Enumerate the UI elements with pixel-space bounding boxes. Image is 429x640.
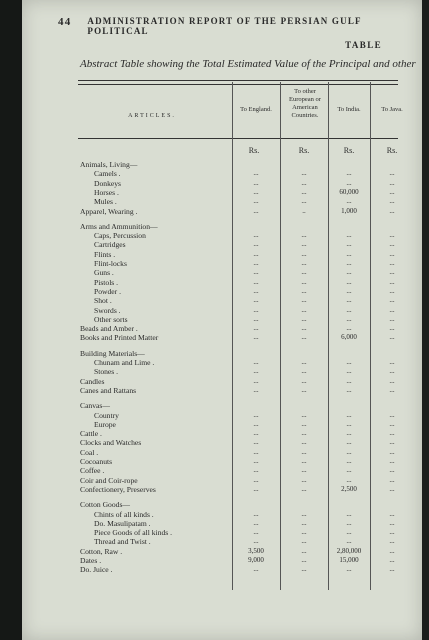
table-cell: ... — [346, 518, 352, 527]
table-cell: ... — [346, 314, 352, 323]
table-cell: ... — [389, 305, 395, 314]
table-cell: ... — [301, 546, 307, 555]
table-cell: ... — [253, 438, 259, 447]
table-cell: ... — [253, 314, 259, 323]
unit-label: Rs. — [343, 146, 355, 155]
table-cell: ... — [389, 240, 395, 249]
table-cell: ... — [389, 537, 395, 546]
row-label: Books and Printed Matter — [80, 333, 159, 343]
table-cell: ... — [346, 537, 352, 546]
table-cell: ... — [253, 206, 259, 215]
table-cell: ... — [346, 277, 352, 286]
table-cell: ... — [253, 429, 259, 438]
table-cell: ... — [346, 385, 352, 394]
table-cell: ... — [301, 457, 307, 465]
table-cell: ... — [301, 556, 307, 564]
table-cell: ... — [301, 333, 307, 342]
table-cell: ... — [301, 385, 307, 394]
table-cell: ... — [346, 447, 352, 456]
table-cell: ... — [346, 410, 352, 419]
table-cell: ... — [389, 447, 395, 456]
table-cell: ... — [389, 277, 395, 286]
table-subtitle: Abstract Table showing the Total Estimated Value of the Principal and other — [80, 58, 416, 70]
table-cell: ... — [346, 528, 352, 537]
row-label: Cocoanuts — [80, 457, 113, 466]
row-label: Confectionery, Preserves — [80, 484, 156, 494]
table-cell: ... — [389, 565, 395, 574]
row-label: Chunam and Lime . — [94, 358, 155, 367]
table-cell: ... — [346, 358, 352, 366]
table-cell: 15,000 — [339, 556, 359, 564]
table-cell: ... — [253, 475, 259, 484]
table-cell: ... — [389, 206, 395, 215]
row-label: Europe — [94, 419, 116, 429]
table-cell: ... — [389, 385, 395, 394]
table-cell: ... — [253, 528, 259, 537]
row-label: Piece Goods of all kinds . — [94, 528, 173, 538]
table-cell: ... — [389, 296, 395, 305]
table-cell: ... — [301, 305, 307, 314]
table-cell: 9,000 — [248, 556, 264, 564]
column-header-java: To Java. — [381, 106, 403, 113]
column-header-articles: ARTICLES. — [128, 113, 176, 119]
table-cell: ... — [346, 509, 352, 518]
table-cell: .. — [302, 206, 306, 215]
table-cell: 1,000 — [341, 206, 357, 215]
table-cell: ... — [301, 376, 307, 385]
table-cell: ... — [346, 240, 352, 249]
table-cell: ... — [301, 178, 307, 187]
book-gutter — [0, 0, 22, 640]
table-cell: ... — [301, 314, 307, 323]
row-label: Flint-locks — [94, 259, 127, 268]
table-cell: ... — [389, 187, 395, 196]
table-cell: ... — [301, 475, 307, 484]
column-header-england: To England. — [240, 106, 272, 113]
table-cell: ... — [253, 296, 259, 305]
table-cell: ... — [389, 546, 395, 555]
table-cell: ... — [389, 324, 395, 333]
table-cell: ... — [346, 178, 352, 187]
table-cell: ... — [301, 419, 307, 428]
table-cell: ... — [301, 197, 307, 206]
table-cell: ... — [301, 367, 307, 376]
table-cell: ... — [253, 286, 259, 295]
table-cell: ... — [253, 187, 259, 196]
table-cell: ... — [253, 169, 259, 178]
table-cell: ... — [253, 484, 259, 493]
table-cell: ... — [253, 305, 259, 314]
row-label: Coir and Coir-rope — [80, 475, 138, 485]
table-cell: ... — [253, 518, 259, 527]
table-cell: ... — [389, 419, 395, 428]
row-label: Coal . — [80, 447, 99, 457]
table-cell: ... — [301, 277, 307, 286]
table-cell: ... — [253, 231, 259, 240]
table-cell: ... — [346, 475, 352, 484]
row-label: Canvas— — [80, 401, 110, 411]
table-cell: ... — [301, 187, 307, 196]
table-cell: ... — [301, 169, 307, 178]
table-cell: ... — [253, 358, 259, 366]
table-cell: ... — [389, 429, 395, 438]
table-label: TABLE — [345, 40, 382, 50]
row-label: Thread and Twist . — [94, 537, 151, 547]
table-cell: ... — [389, 528, 395, 537]
table-cell: ... — [346, 197, 352, 206]
table-cell: 2,80,000 — [336, 546, 362, 555]
table-cell: ... — [389, 197, 395, 206]
table-cell: ... — [301, 324, 307, 333]
row-label: Apparel, Wearing . — [80, 206, 138, 216]
table-cell: ... — [389, 509, 395, 518]
table-cell: ... — [253, 240, 259, 249]
row-label: Guns . — [94, 268, 114, 278]
table-cell: ... — [389, 457, 395, 465]
table-cell: ... — [253, 367, 259, 376]
table-cell: ... — [389, 268, 395, 277]
header-rule — [78, 138, 398, 139]
table-cell: ... — [301, 358, 307, 366]
table-cell: ... — [301, 518, 307, 527]
table-cell: ... — [301, 447, 307, 456]
row-label: Swords . — [94, 305, 121, 315]
table-cell: ... — [301, 296, 307, 305]
table-cell: ... — [253, 178, 259, 187]
table-cell: ... — [389, 518, 395, 527]
table-cell: ... — [346, 457, 352, 465]
row-label: Coffee . — [80, 466, 105, 476]
table-cell: ... — [389, 314, 395, 323]
table-cell: ... — [301, 249, 307, 258]
table-cell: ... — [301, 259, 307, 267]
row-label: Candles — [80, 376, 105, 386]
table-cell: ... — [253, 509, 259, 518]
page-number: 44 — [58, 16, 72, 28]
row-label: Shot . — [94, 296, 112, 306]
table-cell: ... — [389, 231, 395, 240]
row-label: Caps, Percussion — [94, 231, 146, 241]
table-cell: ... — [253, 385, 259, 394]
table-cell: ... — [253, 457, 259, 465]
row-label: Canes and Rattans — [80, 385, 137, 395]
row-label: Powder . — [94, 286, 121, 296]
table-cell: ... — [253, 466, 259, 475]
table-cell: ... — [301, 509, 307, 518]
unit-label: Rs. — [386, 146, 398, 155]
table-cell: ... — [301, 484, 307, 493]
table-cell: ... — [389, 438, 395, 447]
table-cell: ... — [346, 296, 352, 305]
row-label: Clocks and Watches — [80, 438, 142, 448]
row-label: Cartridges — [94, 240, 126, 250]
table-cell: ... — [301, 565, 307, 574]
table-cell: ... — [253, 277, 259, 286]
table-cell: ... — [389, 376, 395, 385]
table-cell: ... — [253, 376, 259, 385]
table-cell: ... — [253, 419, 259, 428]
column-header-european: To other European or American Countries. — [289, 88, 321, 119]
row-label: Horses . — [94, 187, 119, 197]
table-cell: ... — [346, 249, 352, 258]
row-label: Other sorts — [94, 314, 128, 324]
table-cell: ... — [346, 231, 352, 240]
table-cell: ... — [301, 268, 307, 277]
row-label: Beads and Amber . — [80, 324, 138, 334]
running-title: ADMINISTRATION REPORT OF THE PERSIAN GULF POLITICAL — [87, 16, 362, 36]
row-label: Cattle . — [80, 429, 102, 439]
table-cell: ... — [301, 286, 307, 295]
table-cell: ... — [253, 333, 259, 342]
row-label: Building Materials— — [80, 348, 145, 358]
table-cell: ... — [389, 556, 395, 564]
row-label: Country — [94, 410, 119, 420]
table-cell: ... — [346, 169, 352, 178]
row-label: Donkeys — [94, 178, 121, 188]
table-cell: ... — [301, 438, 307, 447]
table-cell: 6,000 — [341, 333, 357, 342]
table-cell: ... — [346, 438, 352, 447]
row-label: Animals, Living— — [80, 160, 138, 169]
table-cell: 3,500 — [248, 546, 264, 555]
table-cell: ... — [301, 240, 307, 249]
table-cell: ... — [389, 286, 395, 295]
table-cell: ... — [346, 305, 352, 314]
unit-label: Rs. — [298, 146, 310, 155]
table-cell: ... — [253, 197, 259, 206]
table-cell: ... — [346, 286, 352, 295]
row-label: Dates . — [80, 556, 102, 565]
table-cell: ... — [346, 268, 352, 277]
table-cell: ... — [389, 367, 395, 376]
top-rule — [78, 80, 398, 81]
table-cell: ... — [389, 466, 395, 475]
row-label: Cotton, Raw . — [80, 546, 123, 556]
table-cell: ... — [253, 447, 259, 456]
table-cell: ... — [346, 429, 352, 438]
table-cell: ... — [389, 358, 395, 366]
top-rule-2 — [78, 84, 398, 85]
column-header-india: To India. — [337, 106, 361, 113]
table-cell: ... — [301, 466, 307, 475]
table-cell: ... — [253, 537, 259, 546]
table-cell: ... — [389, 333, 395, 342]
row-label: Pistols . — [94, 277, 119, 287]
table-cell: ... — [389, 475, 395, 484]
table-cell: ... — [301, 231, 307, 240]
row-label: Chints of all kinds . — [94, 509, 154, 519]
table-cell: ... — [253, 249, 259, 258]
table-cell: ... — [346, 419, 352, 428]
row-label: Do. Masulipatam . — [94, 518, 151, 528]
table-cell: ... — [389, 249, 395, 258]
table-cell: ... — [346, 324, 352, 333]
table-cell: ... — [389, 169, 395, 178]
table-cell: ... — [346, 367, 352, 376]
row-label: Do. Juice . — [80, 565, 113, 575]
table-cell: ... — [389, 178, 395, 187]
row-label: Flints . — [94, 249, 116, 259]
row-label: Cotton Goods— — [80, 500, 130, 510]
table-row — [22, 565, 422, 577]
table-cell: ... — [389, 410, 395, 419]
table-cell: ... — [389, 259, 395, 267]
table-cell: ... — [301, 410, 307, 419]
table-cell: ... — [346, 466, 352, 475]
table-cell: ... — [346, 565, 352, 574]
unit-label: Rs. — [248, 146, 260, 155]
table-cell: ... — [301, 528, 307, 537]
table-cell: ... — [253, 259, 259, 267]
table-cell: ... — [253, 324, 259, 333]
table-cell: 60,000 — [339, 187, 359, 196]
running-header — [58, 16, 392, 36]
row-label: Stones . — [94, 367, 119, 377]
table-cell: 2,500 — [341, 484, 357, 493]
table-cell: ... — [346, 259, 352, 267]
table-cell: ... — [389, 484, 395, 493]
row-label: Camels . — [94, 169, 121, 179]
table-cell: ... — [301, 429, 307, 438]
row-label: Arms and Ammunition— — [80, 221, 158, 231]
table-cell: ... — [253, 410, 259, 419]
document-page — [22, 0, 422, 640]
row-label: Mules . — [94, 197, 117, 207]
table-cell: ... — [253, 268, 259, 277]
table-cell: ... — [301, 537, 307, 546]
table-cell: ... — [346, 376, 352, 385]
table-cell: ... — [253, 565, 259, 574]
